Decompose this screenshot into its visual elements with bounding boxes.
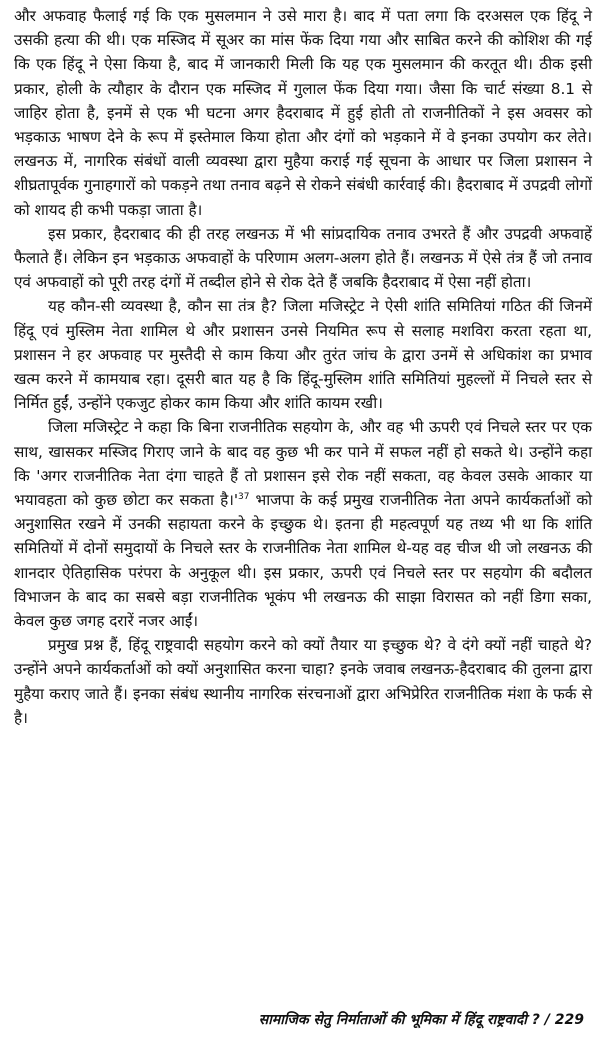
- paragraph-4: [14, 415, 592, 633]
- book-page: [14, 4, 592, 730]
- paragraph-2: इस प्रकार, हैदराबाद की ही तरह लखनऊ में भी सांप्रदायिक तनाव उभरते हैं और उपद्रवी अफवाहें फैलाते हैं। लेकिन इन भड़काऊ अफवाहों के परिणाम अलग-अलग होते हैं। लखनऊ में ऐसे तंत्र हैं जो तनाव एवं अफवाहों को पूरी तरह दंगों में तब्दील होने से रोक देते हैं जबकि हैदराबाद में ऐसा नहीं होता।: [14, 224, 592, 292]
- paragraph-3: यह कौन-सी व्यवस्था है, कौन सा तंत्र है? जिला मजिस्ट्रेट ने ऐसी शांति समितियां गठित कीं जिनमें हिंदू एवं मुस्लिम नेता शामिल थे और प्रशासन उनसे नियमित रूप से सलाह मशविरा करता रहता था, प्रशासन ने हर अफवाह पर मुस्तैदी से काम किया और तुरंत जांच के द्वारा उनमें से अधिकांश का प्रभाव खत्म करने में कामयाब रहा। दूसरी बात यह है कि हिंदू-मुस्लिम शांति समितियां मुहल्लों में निचले स्तर से निर्मित हुईं, उन्होंने एकजुट होकर काम किया और शांति कायम रखी।: [14, 297, 592, 413]
- paragraph-4-text-after-note: भाजपा के कई प्रमुख राजनीतिक नेता अपने कार्यकर्ताओं को अनुशासित रखने में उनकी सहायता करने के इच्छुक थे। इतना ही महत्वपूर्ण यह तथ्य भी था कि शांति समितियों में दोनों समुदायों के निचले स्तर के राजनीतिक नेता शामिल थे-यह वह चीज थी जो लखनऊ की शानदार ऐतिहासिक परंपरा के अनुकूल थी। इस प्रकार, ऊपरी एवं निचले स्तर पर सहयोग की बदौलत विभाजन के बाद का सबसे बड़ा राजनीतिक भूकंप भी लखनऊ की साझा विरासत को नहीं डिगा सका, केवल कुछ जगह दरारें नजर आईं।: [14, 491, 592, 631]
- footnote-marker: 37: [238, 491, 250, 502]
- paragraph-5: प्रमुख प्रश्न हैं, हिंदू राष्ट्रवादी सहयोग करने को क्यों तैयार या इच्छुक थे? वे दंगे क्यों नहीं चाहते थे? उन्होंने अपने कार्यकर्ताओं को क्यों अनुशासित करना चाहा? इनके जवाब लखनऊ-हैदराबाद की तुलना द्वारा मुहैया कराए जाते हैं। इनका संबंध स्थानीय नागरिक संरचनाओं द्वारा अभिप्रेरित राजनीतिक मंशा के फर्क से है।: [14, 636, 592, 727]
- paragraph-1: और अफवाह फैलाई गई कि एक मुसलमान ने उसे मारा है। बाद में पता लगा कि दरअसल एक हिंदू ने उसकी हत्या की थी। एक मस्जिद में सूअर का मांस फेंक दिया गया और साबित करने की कोशिश की गई कि एक हिंदू ने ऐसा किया है, बाद में जानकारी मिली कि यह एक मुसलमान की करतूत थी। ठीक इसी प्रकार, होली के त्यौहार के दौरान एक मस्जिद में गुलाल फेंक दिया गया। जैसा कि चार्ट संख्या 8.1 से जाहिर होता है, इनमें से एक भी घटना अगर हैदराबाद में हुई होती तो राजनीतिकों ने इस अवसर को भड़काऊ भाषण देने के रूप में इस्तेमाल किया होता और दंगों को भड़काने में वे इनका उपयोग कर लेते। लखनऊ में, नागरिक संबंधों वाली व्यवस्था द्वारा मुहैया कराई गई सूचना के आधार पर जिला प्रशासन ने शीघ्रतापूर्वक गुनाहगारों को पकड़ने तथा तनाव बढ़ने से रोकने संबंधी कार्रवाई की। हैदराबाद में उपद्रवी लोगों को शायद ही कभी पकड़ा जाता है।: [14, 7, 592, 219]
- paragraph-4-text-before-note: जिला मजिस्ट्रेट ने कहा कि बिना राजनीतिक सहयोग के, और वह भी ऊपरी एवं निचले स्तर पर एक साथ, खासकर मस्जिद गिराए जाने के बाद वह कुछ भी कर पाने में सफल नहीं हो सकते थे। उन्होंने कहा कि 'अगर राजनीतिक नेता दंगा चाहते हैं तो प्रशासन इसे रोक नहीं सकता, वह केवल उसके आकार या भयावहता को कुछ छोटा कर सकता है।': [14, 418, 592, 510]
- page-footer-running-title: सामाजिक सेतु निर्माताओं की भूमिका में हिंदू राष्ट्रवादी ? / 229: [258, 1012, 584, 1028]
